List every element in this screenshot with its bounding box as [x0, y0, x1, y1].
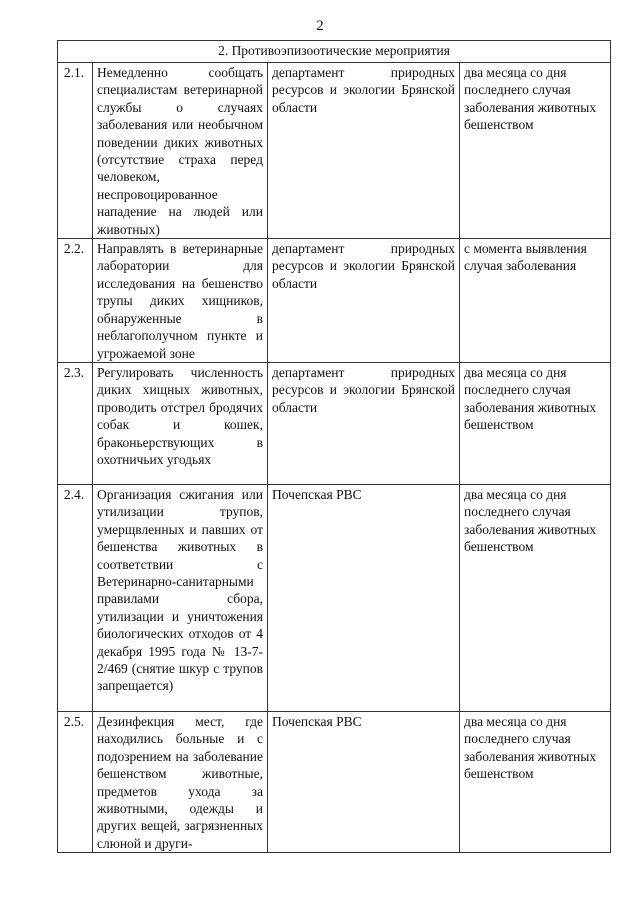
responsible-text: департамент природных ресурсов и экологии Брянской области [268, 239, 460, 363]
page-number: 2 [316, 18, 324, 34]
table-row [58, 711, 611, 852]
term-text: два месяца со дня последнего случая заболевания животных бешенством [460, 63, 611, 239]
responsible-text: Почепская РВС [268, 711, 460, 852]
term-text: два месяца со дня последнего случая заболевания животных бешенством [460, 362, 611, 484]
section-header-row [58, 41, 611, 63]
section-title: 2. Противоэпизоотические мероприятия [58, 41, 611, 63]
row-number: 2.1. [58, 63, 93, 239]
measure-text: Немедленно сообщать специалистам ветеринарной службы о случаях заболевания или необычном поведении диких животных (отсутствие страха перед человеком, неспровоцированное нападение на людей или животных) [93, 63, 268, 239]
table-row [58, 239, 611, 363]
term-text: два месяца со дня последнего случая заболевания животных бешенством [460, 484, 611, 711]
measure-text: Дезинфекция мест, где находились больные и с подозрением на заболевание бешенством животные, предметов ухода за животными, одежды и других вещей, загрязненных слюной и други- [93, 711, 268, 852]
responsible-text: департамент природных ресурсов и экологии Брянской области [268, 63, 460, 239]
table-row [58, 362, 611, 484]
row-number: 2.2. [58, 239, 93, 363]
row-number: 2.5. [58, 711, 93, 852]
row-number: 2.4. [58, 484, 93, 711]
measure-text: Направлять в ветеринарные лаборатории для исследования на бешенство трупы диких хищников, обнаруженные в неблагополучном пункте и угрожаемой зоне [93, 239, 268, 363]
term-text: два месяца со дня последнего случая заболевания животных бешенством [460, 711, 611, 852]
measure-text: Организация сжигания или утилизации трупов, умерщвленных и павших от бешенства животных в соответствии с Ветеринарно-санитарными правилами сбора, утилизации и уничтожения биологических отходов от 4 декабря 1995 года № 13-7-2/469 (снятие шкур с трупов запрещается) [93, 484, 268, 711]
table-row [58, 63, 611, 239]
responsible-text: департамент природных ресурсов и экологии Брянской области [268, 362, 460, 484]
measure-text: Регулировать численность диких хищных животных, проводить отстрел бродячих собак и кошек, браконьерствующих в охотничьих угодьях [93, 362, 268, 484]
responsible-text: Почепская РВС [268, 484, 460, 711]
row-number: 2.3. [58, 362, 93, 484]
measures-table [57, 40, 611, 853]
table-row [58, 484, 611, 711]
term-text: с момента выявления случая заболевания [460, 239, 611, 363]
